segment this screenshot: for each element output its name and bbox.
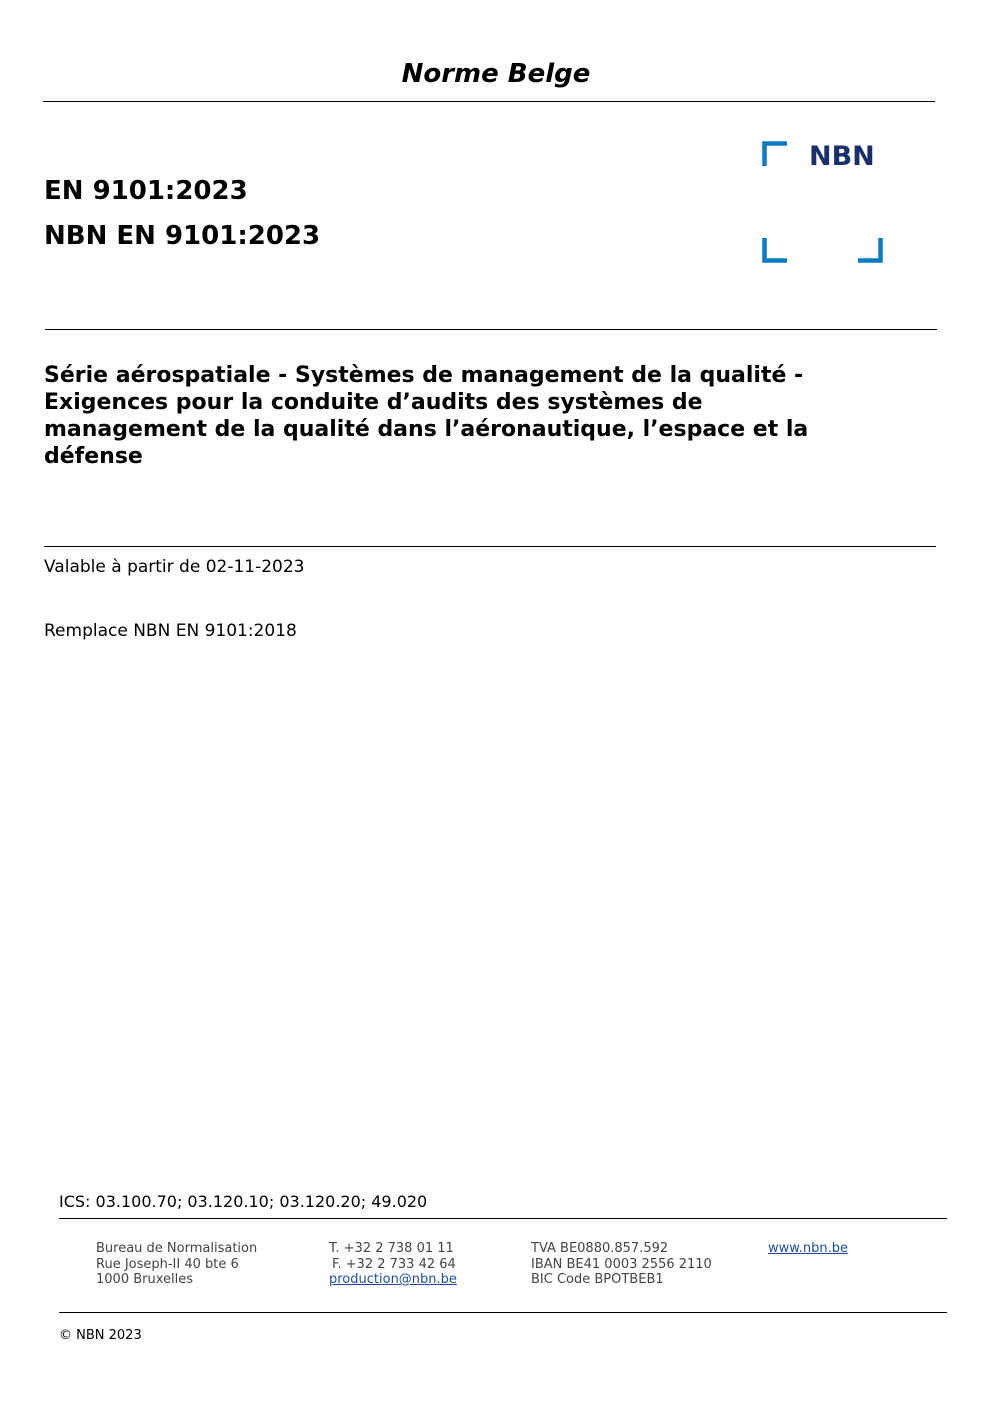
vat-number: TVA BE0880.857.592	[531, 1241, 669, 1256]
footer-website	[768, 1241, 848, 1257]
title-top-divider	[45, 329, 937, 330]
logo-text: NBN	[809, 141, 875, 172]
title-line: Exigences pour la conduite d’audits des systèmes de	[44, 390, 703, 415]
title-bottom-divider	[44, 546, 936, 547]
website-link[interactable]: www.nbn.be	[768, 1241, 848, 1256]
fax-number: F. +32 2 733 42 64	[332, 1256, 456, 1272]
en-standard-number: EN 9101:2023	[44, 176, 248, 206]
footer-bottom-divider	[59, 1312, 947, 1313]
nbn-standard-number: NBN EN 9101:2023	[44, 221, 321, 251]
title-line: management de la qualité dans l’aéronautique, l’espace et la	[44, 417, 809, 442]
document-title	[44, 362, 924, 470]
header-divider	[43, 101, 935, 102]
title-line: Série aérospatiale - Systèmes de management de la qualité -	[44, 363, 804, 388]
footer-bank-details	[531, 1241, 712, 1288]
footer-contact	[329, 1241, 457, 1288]
valid-from-date: Valable à partir de 02-11-2023	[44, 557, 305, 577]
bic-code: BIC Code BPOTBEB1	[531, 1272, 664, 1287]
footer-address	[96, 1241, 257, 1288]
address-line: 1000 Bruxelles	[96, 1272, 194, 1287]
nbn-logo-graphic	[762, 141, 886, 264]
nbn-logo	[762, 141, 886, 264]
title-line: défense	[44, 444, 143, 469]
ics-codes: ICS: 03.100.70; 03.120.10; 03.120.20; 49.020	[59, 1192, 428, 1211]
iban-number: IBAN BE41 0003 2556 2110	[531, 1256, 712, 1272]
page-header-title: Norme Belge	[401, 59, 591, 89]
email-link[interactable]: production@nbn.be	[329, 1272, 457, 1287]
footer-top-divider	[59, 1218, 947, 1219]
address-line: Rue Joseph-II 40 bte 6	[96, 1256, 239, 1272]
phone-number: T. +32 2 738 01 11	[329, 1241, 454, 1256]
replaces-standard: Remplace NBN EN 9101:2018	[44, 621, 297, 641]
address-line: Bureau de Normalisation	[96, 1241, 258, 1256]
copyright-notice: © NBN 2023	[59, 1328, 142, 1343]
